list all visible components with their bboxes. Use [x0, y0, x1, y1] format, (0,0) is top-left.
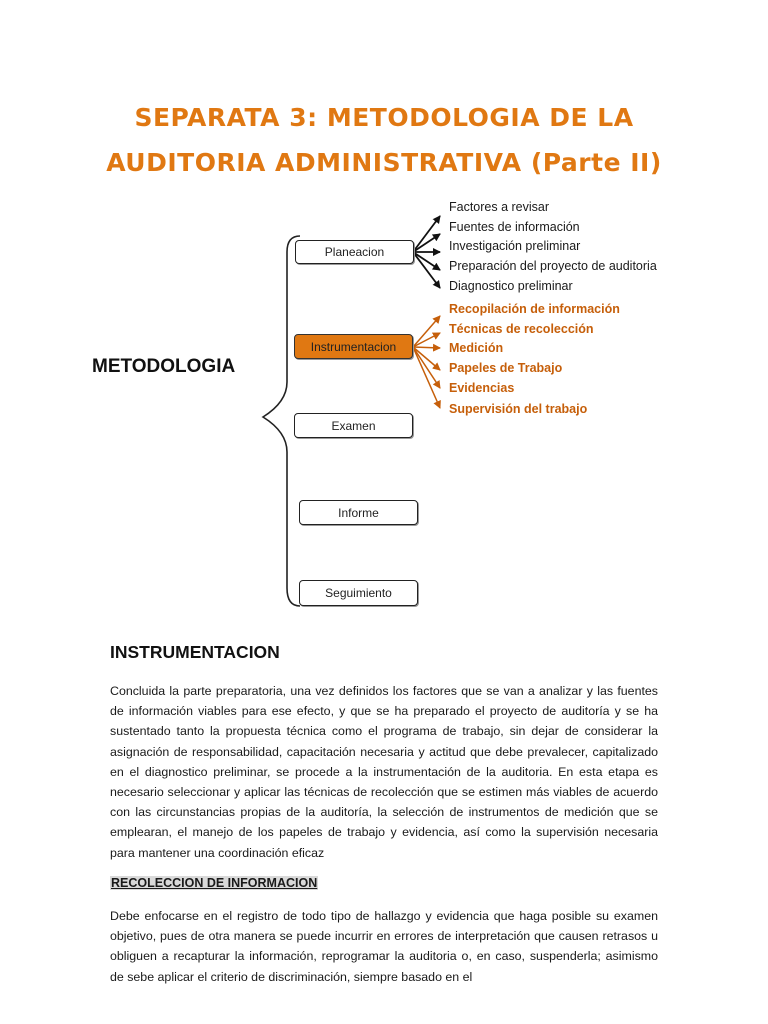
planeacion-item: Investigación preliminar [449, 239, 581, 253]
phase-box-examen: Examen [294, 413, 413, 438]
instrumentacion-item: Medición [449, 341, 504, 355]
instrumentacion-item: Supervisión del trabajo [449, 402, 588, 416]
instrumentacion-item: Técnicas de recolección [449, 322, 594, 336]
diagram-root-label: METODOLOGIA [92, 356, 236, 377]
phase-box-informe: Informe [299, 500, 418, 525]
instrumentacion-item: Papeles de Trabajo [449, 361, 563, 375]
document-title-line-2: AUDITORIA ADMINISTRATIVA (Parte II) [106, 148, 662, 177]
subsection-heading: RECOLECCION DE INFORMACION [111, 876, 318, 890]
phase-box-seguimiento: Seguimiento [299, 580, 418, 606]
planeacion-arrows [413, 216, 440, 288]
body-paragraph-2: Debe enfocarse en el registro de todo tipo de hallazgo y evidencia que haga posible su examen objetivo, pues de otra manera se puede incurrir en errores de interpretación que causen retrasos u obliguen a recapturar la información, reprogramar la auditoria o, en caso, suspenderla; asimismo de sebe aplicar el criterio de discriminación, siempre basado en el [110, 909, 658, 984]
phase-box-planeacion: Planeacion [295, 240, 414, 264]
instrumentacion-item: Recopilación de información [449, 302, 620, 316]
planeacion-item: Diagnostico preliminar [449, 279, 573, 293]
planeacion-item: Factores a revisar [449, 200, 550, 214]
planeacion-item: Preparación del proyecto de auditoria [449, 259, 657, 273]
planeacion-item: Fuentes de información [449, 220, 580, 234]
instrumentacion-item: Evidencias [449, 381, 515, 395]
phase-box-instrumentacion: Instrumentacion [294, 334, 413, 359]
body-paragraph-1: Concluida la parte preparatoria, una vez definidos los factores que se van a analizar y las fuentes de información viables para ese efecto, y que se ha preparado el proyecto de auditoría y se ha sustentado tanto la propuesta técnica como el programa de trabajo, sin dejar de considerar la asignación de responsabilidad, capacitación necesaria y actitud que debe prevalecer, capitalizado en el diagnostico preliminar, se procede a la instrumentación de la auditoria. En esta etapa es necesario seleccionar y aplicar las técnicas de recolección que se estimen más viables de acuerdo con las circunstancias propias de la auditoría, la selección de instrumentos de medición que se emplearan, el manejo de los papeles de trabajo y evidencia, así como la supervisión necesaria para mantener una coordinación eficaz [110, 684, 658, 860]
document-title-line-1: SEPARATA 3: METODOLOGIA DE LA [134, 103, 634, 132]
instrumentacion-arrows [413, 316, 440, 408]
section-heading: INSTRUMENTACION [110, 642, 280, 662]
